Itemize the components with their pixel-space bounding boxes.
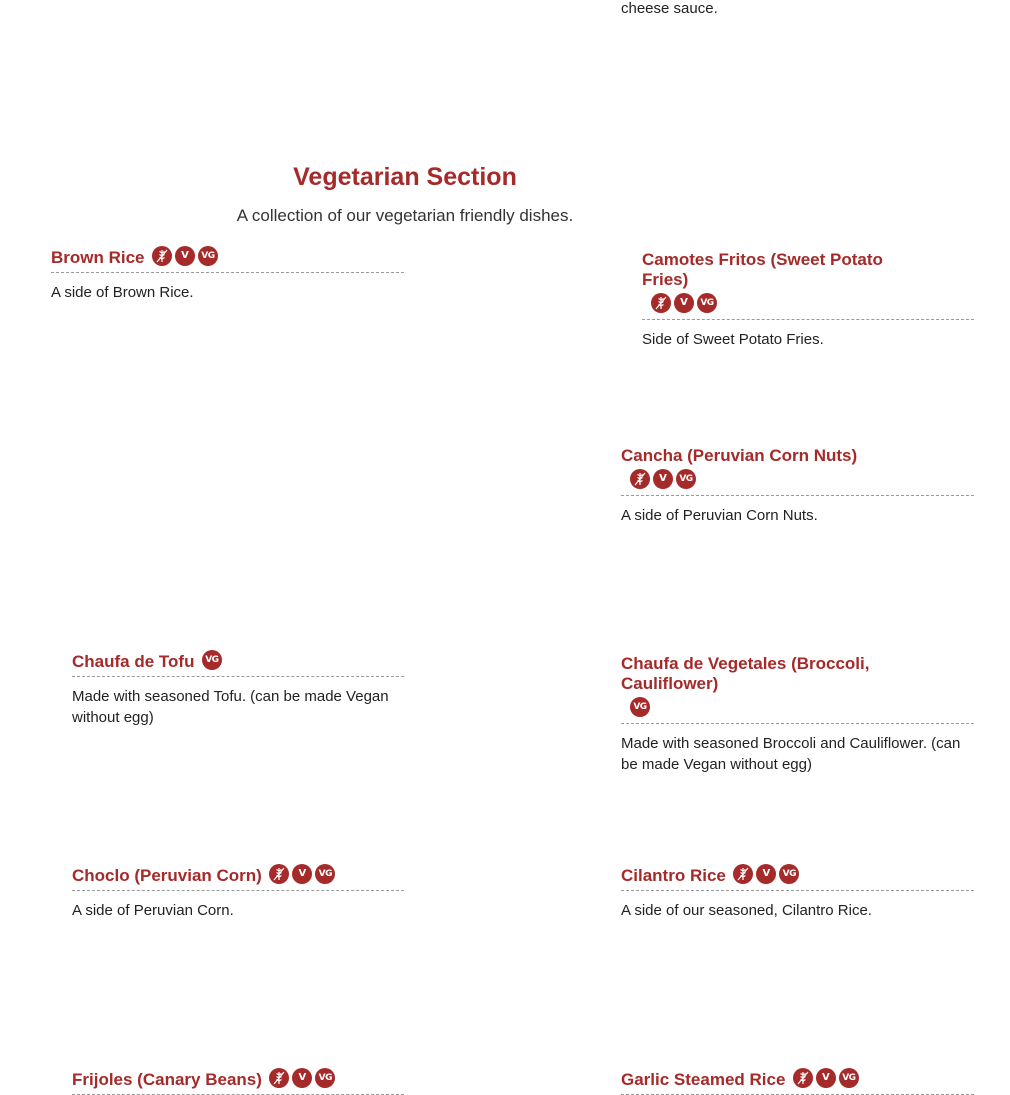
diet-badges <box>790 1070 859 1090</box>
menu-item-name: Choclo (Peruvian Corn) <box>72 866 262 885</box>
menu-item-header <box>51 248 404 273</box>
menu-item-camotes-fritos[interactable] <box>642 250 974 350</box>
vegan-badge: VG <box>315 864 335 884</box>
menu-item-frijoles[interactable] <box>72 1070 404 1095</box>
vegan-badge: VG <box>697 293 717 313</box>
diet-badges <box>266 1070 335 1090</box>
gluten-free-icon <box>269 864 289 884</box>
vegan-badge: VG <box>630 697 650 717</box>
gluten-free-icon <box>733 864 753 884</box>
diet-badges <box>730 866 799 886</box>
diet-badges <box>266 866 335 886</box>
menu-item-header <box>621 654 974 724</box>
previous-item-description: cheese sauce. <box>621 0 718 17</box>
diet-badges <box>149 248 218 268</box>
menu-item-cancha[interactable] <box>621 446 974 526</box>
menu-item-chaufa-de-tofu[interactable] <box>72 652 404 728</box>
menu-item-name: Cilantro Rice <box>621 866 726 885</box>
vegan-badge: VG <box>839 1068 859 1088</box>
vegetarian-badge: V <box>292 1068 312 1088</box>
menu-item-brown-rice[interactable] <box>51 248 404 303</box>
menu-item-description: Made with seasoned Tofu. (can be made Vegan without egg) <box>72 688 389 726</box>
menu-item-header <box>642 250 974 320</box>
menu-item-chaufa-de-vegetales[interactable] <box>621 654 974 775</box>
diet-badges <box>627 699 974 719</box>
diet-badges <box>199 652 222 672</box>
menu-item-name: Garlic Steamed Rice <box>621 1070 786 1089</box>
vegetarian-badge: V <box>653 469 673 489</box>
menu-item-header <box>621 1070 974 1095</box>
vegan-badge: VG <box>315 1068 335 1088</box>
menu-item-header <box>621 446 974 496</box>
menu-item-description: A side of Peruvian Corn Nuts. <box>621 507 818 524</box>
menu-item-description: Side of Sweet Potato Fries. <box>642 331 824 348</box>
menu-item-description: A side of our seasoned, Cilantro Rice. <box>621 902 872 919</box>
diet-badges <box>648 295 974 315</box>
menu-item-name: Brown Rice <box>51 248 145 267</box>
gluten-free-icon <box>269 1068 289 1088</box>
gluten-free-icon <box>651 293 671 313</box>
menu-item-header <box>621 866 974 891</box>
gluten-free-icon <box>630 469 650 489</box>
vegetarian-badge: V <box>175 246 195 266</box>
gluten-free-icon <box>152 246 172 266</box>
gluten-free-icon <box>793 1068 813 1088</box>
section-title: Vegetarian Section <box>293 163 517 191</box>
vegetarian-badge: V <box>816 1068 836 1088</box>
menu-item-header <box>72 866 404 891</box>
vegan-badge: VG <box>202 650 222 670</box>
menu-item-name: Frijoles (Canary Beans) <box>72 1070 262 1089</box>
menu-item-header <box>72 652 404 677</box>
menu-item-header <box>72 1070 404 1095</box>
vegetarian-badge: V <box>756 864 776 884</box>
menu-item-garlic-steamed-rice[interactable] <box>621 1070 974 1095</box>
vegan-badge: VG <box>676 469 696 489</box>
vegetarian-badge: V <box>674 293 694 313</box>
vegan-badge: VG <box>198 246 218 266</box>
vegan-badge: VG <box>779 864 799 884</box>
menu-item-name: Chaufa de Tofu <box>72 652 195 671</box>
diet-badges <box>627 471 974 491</box>
vegetarian-badge: V <box>292 864 312 884</box>
menu-item-choclo[interactable] <box>72 866 404 921</box>
menu-item-name: Camotes Fritos (Sweet Potato Fries) <box>642 250 883 289</box>
section-subtitle: A collection of our vegetarian friendly dishes. <box>236 206 574 225</box>
menu-item-name: Chaufa de Vegetales (Broccoli, Cauliflower) <box>621 654 870 693</box>
menu-item-name: Cancha (Peruvian Corn Nuts) <box>621 446 858 465</box>
menu-item-description: A side of Peruvian Corn. <box>72 902 234 919</box>
menu-item-description: A side of Brown Rice. <box>51 284 194 301</box>
menu-item-cilantro-rice[interactable] <box>621 866 974 921</box>
menu-item-description: Made with seasoned Broccoli and Cauliflower. (can be made Vegan without egg) <box>621 735 961 773</box>
